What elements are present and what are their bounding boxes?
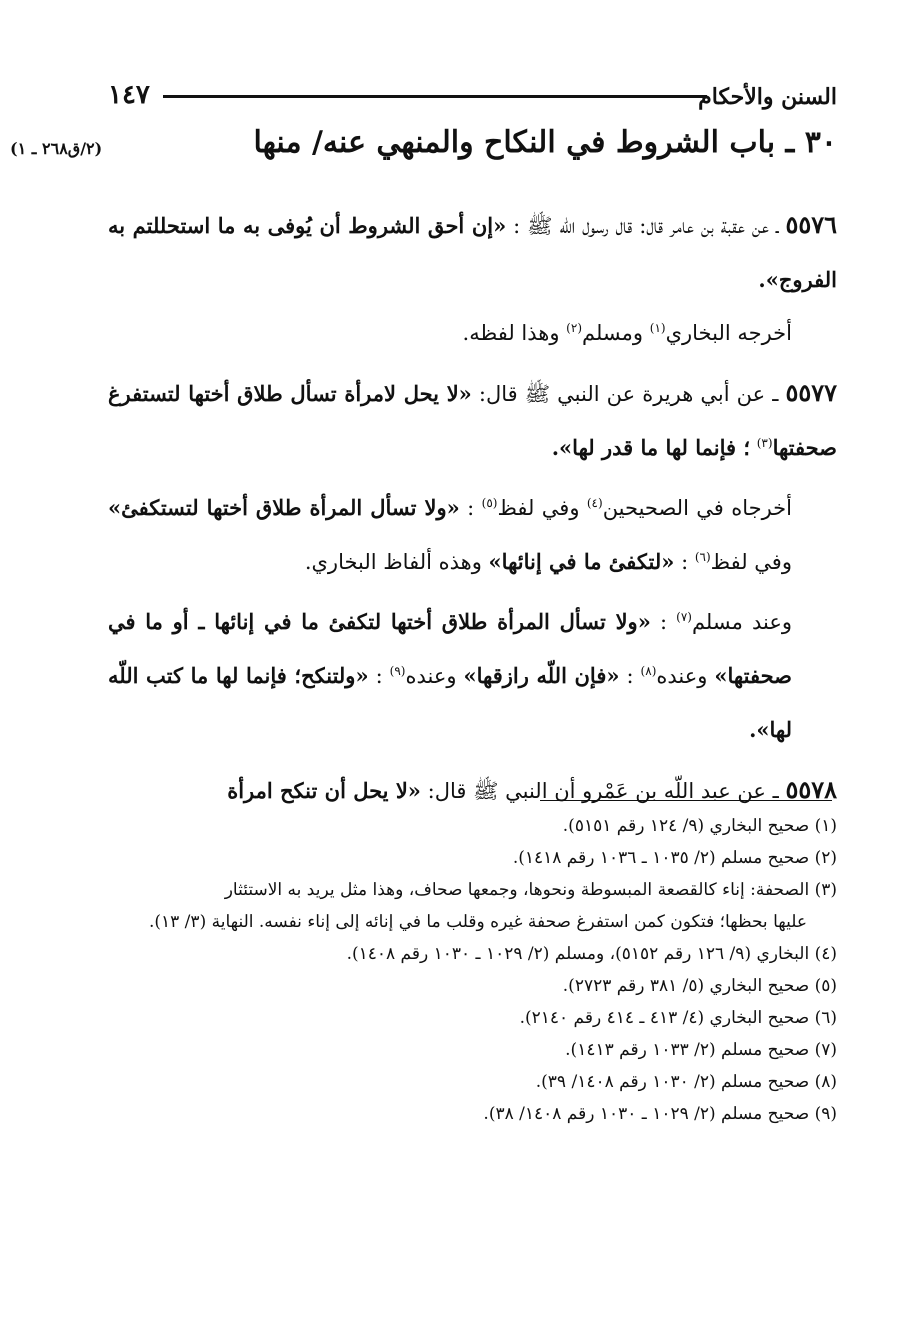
footnote: (٤) البخاري (٩/ ١٢٦ رقم ٥١٥٢)، ومسلم (٢/ ١٠٢٩ ـ ١٠٣٠ رقم ١٤٠٨).: [346, 944, 837, 964]
footnote-ref: (٧): [676, 610, 692, 624]
footnote: (٧) صحيح مسلم (٢/ ١٠٣٣ رقم ١٤١٣).: [565, 1040, 837, 1060]
hadith-number: ٥٥٧٦: [785, 210, 838, 239]
footnote: (٨) صحيح مسلم (٢/ ١٠٣٠ رقم ١٤٠٨/ ٣٩).: [535, 1072, 837, 1092]
takhrij-text: :: [467, 496, 475, 520]
takhrij-text: وعند مسلم: [691, 610, 792, 634]
variant-wording: «فإن اللّه رازقها»: [463, 663, 620, 688]
hadith-5577: [108, 366, 837, 475]
footnote-ref: (٦): [694, 550, 711, 564]
takhrij-text: وهذا لفظه.: [462, 321, 560, 345]
takhrij-text: :: [626, 664, 634, 688]
footnote: (١) صحيح البخاري (٩/ ١٢٤ رقم ٥١٥١).: [562, 816, 837, 836]
hadith-number: ٥٥٧٧: [785, 378, 837, 407]
footnote-ref: (٩): [389, 664, 406, 678]
hadith-intro: ـ عن عقبة بن عامر قال: قال رسول اللّه ﷺ :: [513, 214, 779, 238]
footnote: (٥) صحيح البخاري (٥/ ٣٨١ رقم ٢٧٢٣).: [562, 976, 837, 996]
takhrij-text: وهذه ألفاظ البخاري.: [304, 550, 482, 574]
takhrij-text: وفي لفظ: [497, 496, 580, 520]
footnote-line: (٣) الصحفة: إناء كالقصعة المبسوطة ونحوها، وجمعها صحاف، وهذا مثل يريد به الاستئثار: [224, 880, 837, 900]
hadith-text: «إن أحق الشروط أن يُوفى به ما استحللتم به الفروج».: [108, 213, 837, 292]
takhrij-text: :: [659, 610, 668, 634]
footnotes: [108, 810, 837, 1130]
takhrij-text: وعنده: [405, 664, 457, 688]
takhrij-text: :: [681, 550, 689, 574]
chapter-heading: [10, 125, 837, 181]
footnote-ref: (١): [649, 321, 666, 335]
page-number: ١٤٧: [108, 80, 150, 110]
footnote-ref: (٣): [756, 436, 773, 450]
running-title: السنن والأحكام: [698, 84, 837, 110]
variant-wording: «ولتنكح؛ فإنما لها ما كتب اللّه لها».: [108, 663, 792, 742]
running-header: [108, 78, 837, 118]
footnote: (٦) صحيح البخاري (٤/ ٤١٣ ـ ٤١٤ رقم ٢١٤٠).: [519, 1008, 837, 1028]
footnote-ref: (٢): [566, 321, 582, 335]
hadith-text: «لا يحل أن تنكح امرأة: [227, 778, 421, 803]
takhrij-text: ومسلم: [582, 321, 644, 345]
hadith-text: «لا يحل لامرأة تسأل طلاق أختها لتستفرغ صحفتها: [108, 381, 837, 460]
takhrij-5577: [108, 481, 837, 589]
takhrij-text: أخرجاه في الصحيحين: [602, 496, 792, 520]
manuscript-reference: (٢/ق٢٦٨ ـ ١): [10, 139, 103, 158]
takhrij-text: أخرجه البخاري: [665, 321, 792, 345]
hadith-number: ٥٥٧٨: [785, 775, 837, 804]
footnote-line: عليها بحظها؛ فتكون كمن استفرغ صحفة غيره وقلب ما في إنائه إلى إناء نفسه. النهاية (٣/ ١٣).: [148, 912, 807, 932]
hadith-intro: ـ عن عبد اللّه بن عَمْرو أن النبي ﷺ قال:: [427, 779, 779, 803]
takhrij-5577-muslim: [108, 595, 837, 757]
footnote-ref: (٥): [481, 496, 498, 510]
takhrij-text: وفي لفظ: [710, 550, 792, 574]
main-text: [108, 198, 837, 818]
variant-wording: «لتكفئ ما في إنائها»: [488, 549, 675, 574]
footnote-ref: (٤): [586, 496, 603, 510]
header-rule: [163, 95, 707, 98]
takhrij-text: وعنده: [656, 664, 708, 688]
footnote: (٩) صحيح مسلم (٢/ ١٠٢٩ ـ ١٠٣٠ رقم ١٤٠٨/ ٣٨).: [483, 1104, 837, 1124]
footnote-separator: [540, 800, 832, 801]
footnote: [108, 874, 837, 938]
takhrij-5576: [108, 307, 837, 360]
takhrij-text: :: [375, 664, 383, 688]
variant-wording: «ولا تسأل المرأة طلاق أختها لتستكفئ»: [108, 495, 460, 520]
hadith-text: ؛ فإنما لها ما قدر لها».: [551, 435, 751, 460]
variant-wording: «ولا تسأل المرأة طلاق أختها لتكفئ ما في إنائها ـ أو ما في صحفتها»: [108, 609, 792, 688]
chapter-title: ٣٠ ـ باب الشروط في النكاح والمنهي عنه/ منها: [253, 125, 837, 160]
footnote: (٢) صحيح مسلم (٢/ ١٠٣٥ ـ ١٠٣٦ رقم ١٤١٨).: [512, 848, 837, 868]
footnote-ref: (٨): [640, 664, 657, 678]
hadith-intro: ـ عن أبي هريرة عن النبي ﷺ قال:: [478, 382, 779, 406]
hadith-5576: [108, 198, 837, 307]
